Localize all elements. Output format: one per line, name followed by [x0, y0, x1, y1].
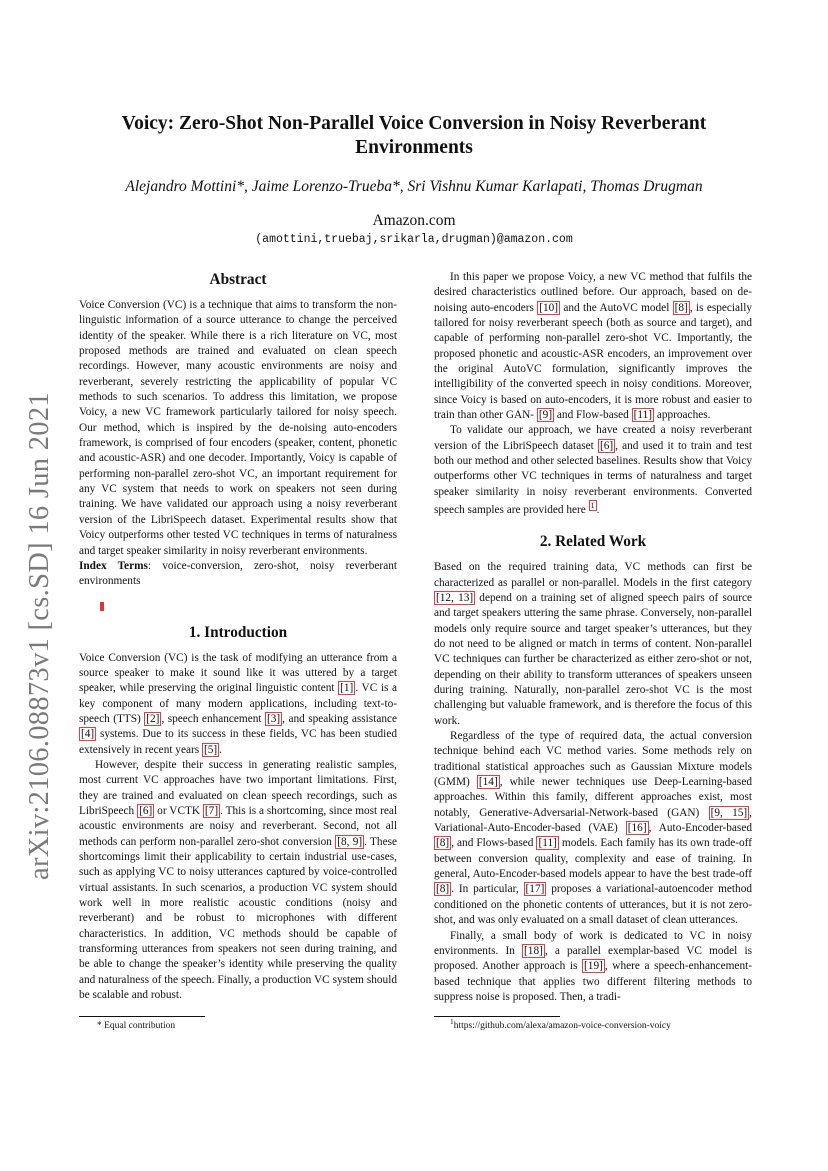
author-list: Alejandro Mottini*, Jaime Lorenzo-Trueba*, Sri Vishnu Kumar Karlapati, Thomas Drugman	[125, 178, 703, 195]
citation-link[interactable]: [2]	[146, 712, 160, 725]
paragraph-text: depend on a training set of aligned speech pairs of source and target speakers uttering the same phrase. Conversely, non-parallel models only require source and target speaker’s utterances, but they do not need to be aligned or match in terms of content. Non-parallel VC techniques can further be characterized as either zero-shot or not, depending on their ability to transform utterances of speakers unseen during training. Naturally, non-parallel zero-shot VC is the most challenging but valuable framework, and is therefore the focus of this work.	[434, 591, 752, 727]
paragraph-text: Based on the required training data, VC methods can first be characterized as parallel or non-parallel. Models in the first category	[434, 561, 752, 589]
paragraph-text: , speech enhancement	[161, 712, 265, 725]
citation-link[interactable]: [8]	[436, 837, 450, 850]
affiliation: Amazon.com	[372, 212, 456, 229]
citation-link[interactable]: 1	[590, 501, 595, 511]
citation-link[interactable]: [18]	[524, 944, 543, 957]
paragraph-text: Finally, a small body of work is dedicated to VC in noisy environments. In	[434, 929, 752, 957]
introduction-heading: 1. Introduction	[188, 623, 288, 641]
citation-link[interactable]: [17]	[525, 883, 545, 896]
paper-title	[90, 112, 738, 160]
paragraph-text: . These shortcomings limit their applicability to certain industrial use-cases, such as applying VC to noisy utterances captured by voice-controlled virtual assistants. In such scenarios, a production VC system should work well in more realistic acoustic conditions (noisy and reverberant) and be robust to microphones with different characteristics. In addition, VC methods should be capable of transforming utterances from speakers not seen during training, and be able to change the speaker’s identity while preserving the quality and naturalness of the speech. Finally, a production VC system should be scalable and robust.	[79, 835, 397, 1002]
citation-link[interactable]: [12, 13]	[436, 591, 474, 604]
footnote-rule-left	[79, 1016, 205, 1017]
paragraph-text: models. Each family has its own trade-off between conversion quality, complexity and ease of training. In general, Auto-Encoder-based models appear to have the best trade-off	[434, 837, 753, 881]
paragraph-text: .	[219, 743, 222, 756]
citation-link[interactable]: [1]	[340, 682, 354, 695]
related-paragraph-1	[434, 560, 752, 729]
citation-link[interactable]: [9]	[538, 409, 553, 422]
paragraph-text: Voice Conversion (VC) is the task of modifying an utterance from a source speaker to make it sound like it was uttered by a target speaker, while preserving the original linguistic content	[79, 651, 397, 695]
red-marker	[100, 602, 104, 611]
citation-link[interactable]: [11]	[633, 409, 652, 422]
citation-link[interactable]: [19]	[584, 960, 603, 973]
abstract-heading: Abstract	[209, 271, 267, 288]
intro-paragraph-1	[79, 651, 397, 758]
footnote-url[interactable]: https://github.com/alexa/amazon-voice-conversion-voicy	[453, 1021, 671, 1031]
paragraph-text: , and speaking assistance	[282, 712, 398, 725]
paragraph-text: , Variational-Auto-Encoder-based (VAE)	[434, 806, 752, 835]
footnote-right	[450, 1016, 671, 1032]
paragraph-text: proposes a variational-autoencoder method conditioned on the phonetic contents of utterances, but it is not zero-shot, and was only evaluated on a small dataset of clean utterances.	[434, 883, 752, 927]
arxiv-stamp: arXiv:2106.08873v1 [cs.SD] 16 Jun 2021	[24, 392, 55, 880]
related-paragraph-2	[434, 729, 752, 928]
paragraph-text: , a parallel exemplar-based VC model is proposed. Another approach is	[434, 944, 752, 973]
paragraph-text: systems. Due to its success in these fields, VC has been studied extensively in recent years	[79, 728, 397, 756]
paragraph-text: To validate our approach, we have created a noisy reverberant version of the LibriSpeech dataset	[434, 424, 752, 452]
paragraph-text: , Auto-Encoder-based	[648, 822, 752, 835]
citation-link[interactable]: [8, 9]	[337, 835, 363, 848]
citation-link[interactable]: [11]	[538, 837, 557, 850]
citation-link[interactable]: [8]	[674, 301, 688, 314]
title-line-1: Voicy: Zero-Shot Non-Parallel Voice Conversion in Noisy Reverberant	[121, 113, 707, 134]
citation-link[interactable]: [16]	[627, 822, 647, 835]
paragraph-text: . In particular,	[451, 883, 524, 896]
paragraph-text: .	[596, 503, 600, 516]
citation-link[interactable]: [5]	[203, 743, 218, 756]
citation-link[interactable]: [8]	[436, 883, 450, 896]
author-emails: (amottini,truebaj,srikarla,drugman)@amazon.com	[255, 233, 573, 246]
paragraph-text: Regardless of the type of required data, the actual conversion technique behind each VC method varies. Some methods rely on traditional statistical approaches such as Gaussian Mixture models (GMM)	[434, 730, 752, 789]
paragraph-text: , is especially tailored for noisy reverberant speech (both as source and target), and capable of performing non-parallel zero-shot VC. Importantly, the proposed phonetic and acoustic-ASR encoders, an improvement over the original AutoVC formulation, significantly improves the intelligibility of the converted speech in noisy conditions. Moreover, since Voicy is based on auto-encoders, it is more robust and easier to train than other GAN-	[434, 301, 752, 422]
paragraph-text: , where a speech-enhancement-based technique that applies two different filtering methods to suppress noise is proposed. Then, a tradi-	[434, 960, 752, 1003]
related-work-heading: 2. Related Work	[539, 533, 647, 551]
paragraph-text: However, despite their success in generating realistic samples, most current VC approaches have two important limitations. First, they are trained and evaluated on clean speech recordings, such as LibriSpeech	[79, 758, 397, 817]
citation-link[interactable]: [9, 15]	[710, 806, 748, 819]
paragraph-text: , and Flows-based	[451, 837, 537, 850]
citation-link[interactable]: [6]	[599, 439, 614, 452]
citation-link[interactable]: [14]	[478, 776, 498, 789]
paragraph-text: and the AutoVC model	[560, 301, 673, 314]
paragraph-text: or VCTK	[154, 804, 203, 817]
abstract-text: Voice Conversion (VC) is a technique that aims to transform the non-linguistic information of a source utterance to change the perceived identity of the speaker. While there is a rich literature on VC, most proposed methods are trained and evaluated on clean speech recordings. However, many acoustic environments are noisy and reverberant, severely restricting the applicability of popular VC methods to such scenarios. To address this limitation, we propose Voicy, a new VC framework particularly tailored for noisy speech. Our method, which is inspired by the de-noising auto-encoders framework, is comprised of four encoders (speaker, content, phonetic and acoustic-ASR) and one decoder. Importantly, Voicy is capable of performing non-parallel zero-shot VC, an important requirement for any VC system that needs to work on speakers not seen during training. We have validated our approach using a noisy reverberant version of the LibriSpeech dataset. Experimental results show that Voicy outperforms other tested VC techniques in terms of naturalness and target speaker similarity in noisy reverberant environments.	[79, 299, 397, 557]
paragraph-text: , while newer techniques use Deep-Learning-based approaches. Within this family, different approaches exist, most notably, Generative-Adversarial-Network-based (GAN)	[434, 776, 752, 819]
right-paragraph-2	[434, 423, 752, 518]
citation-link[interactable]: [10]	[539, 301, 559, 314]
citation-link[interactable]: [7]	[204, 804, 219, 817]
related-paragraph-3	[434, 929, 752, 1006]
index-terms-label: Index Terms	[79, 559, 148, 572]
footnote-left: * Equal contribution	[97, 1021, 176, 1031]
right-column	[434, 270, 752, 1005]
paragraph-text: . This is a shortcoming, since most real acoustic environments are noisy and reverberant. Second, not all methods can perform non-parallel zero-shot conversion	[79, 804, 397, 848]
paragraph-text: In this paper we propose Voicy, a new VC method that fulfils the desired characteristics outlined before. Our approach, based on de-noising auto-encoders	[434, 271, 752, 314]
paragraph-text: approaches.	[654, 409, 711, 422]
citation-link[interactable]: [3]	[266, 712, 281, 725]
index-terms-text: : voice-conversion, zero-shot, noisy reverberant environments	[79, 559, 397, 588]
title-line-2: Environments	[355, 137, 473, 158]
paragraph-text: , and used it to train and test both our method and other selected baselines. Results show that Voicy outperforms other VC techniques in terms of naturalness and target speaker similarity in noisy reverberant environments. Converted speech samples are provided here	[434, 439, 752, 516]
intro-paragraph-2	[79, 758, 397, 1004]
footnote-marker: 1	[450, 1016, 454, 1026]
right-paragraph-1	[434, 270, 752, 423]
paragraph-text: and Flow-based	[554, 409, 632, 422]
citation-link[interactable]: [4]	[81, 728, 95, 741]
paragraph-text: . VC is a key component of many modern applications, including text-to-speech (TTS)	[79, 682, 397, 725]
index-terms	[79, 559, 397, 590]
left-column	[79, 270, 397, 1003]
citation-link[interactable]: [6]	[139, 804, 153, 817]
